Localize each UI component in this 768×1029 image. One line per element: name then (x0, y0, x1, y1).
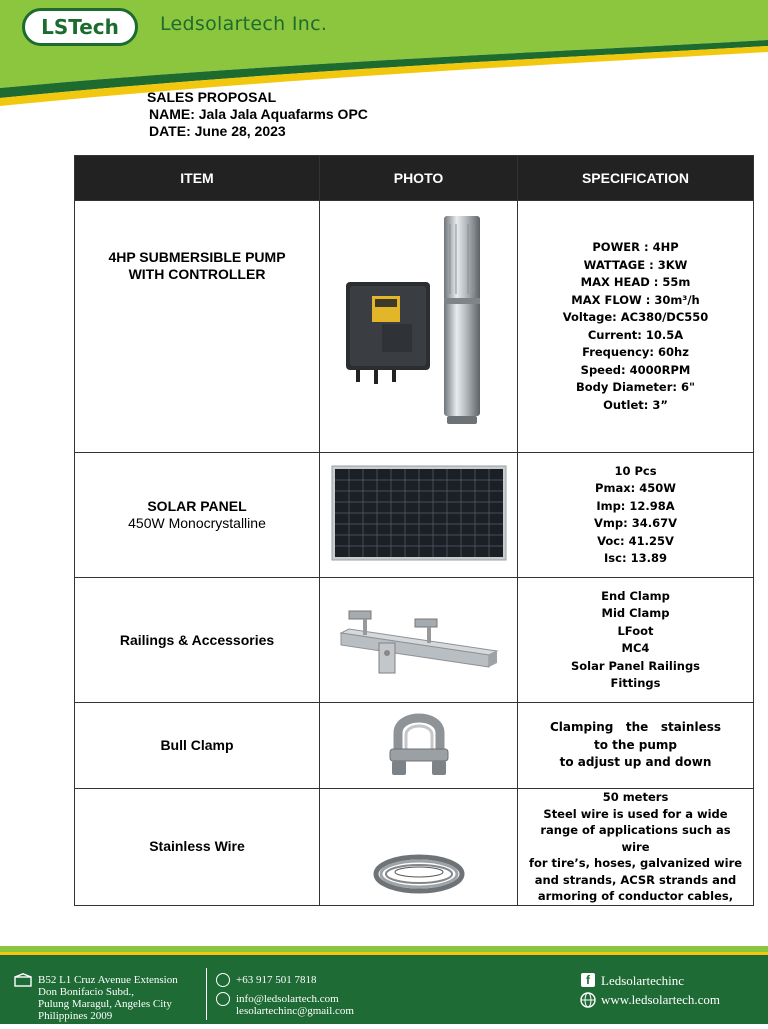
spec-line: 10 Pcs (614, 463, 657, 478)
photo-cell (320, 201, 518, 453)
spec-line: Fittings (610, 676, 661, 690)
spec-line: to adjust up and down (559, 755, 712, 770)
table-row (75, 789, 754, 906)
logo-text: LSTech (41, 15, 119, 39)
spec-line: MC4 (621, 641, 650, 655)
globe-icon (580, 992, 596, 1008)
spec-line: 50 meters (602, 790, 669, 804)
header-specification: SPECIFICATION (518, 156, 754, 201)
email-icon (216, 992, 230, 1006)
spec-cell (518, 578, 754, 703)
footer-address (38, 974, 178, 1022)
item-name-line2: WITH CONTROLLER (128, 266, 266, 282)
item-cell (75, 789, 320, 906)
spec-line: Pmax: 450W (595, 481, 676, 495)
footer-email[interactable]: info@ledsolartech.com (236, 993, 339, 1005)
footer-website[interactable]: www.ledsolartech.com (601, 992, 721, 1007)
railings-photo (339, 593, 499, 683)
spec-line: Body Diameter: 6" (576, 380, 695, 394)
footer-facebook[interactable]: Ledsolartechinc (601, 973, 685, 988)
photo-cell (320, 578, 518, 703)
company-name: Ledsolartech Inc. (160, 13, 328, 35)
facebook-icon: f (581, 973, 595, 987)
table-row (75, 201, 754, 453)
address-line: Pulung Maragul, Angeles City (38, 998, 172, 1010)
spec-line: Clamping the stainless (549, 720, 721, 735)
spec-line: armoring of conductor cables, (537, 889, 734, 903)
table-header-row (75, 156, 754, 201)
spec-line: MAX HEAD : 55m (580, 275, 691, 289)
footer-phone[interactable]: +63 917 501 7818 (236, 974, 317, 986)
item-name: Stainless Wire (149, 838, 245, 855)
spec-cell (518, 453, 754, 578)
spec-line: Vmp: 34.67V (594, 516, 677, 530)
spec-line: and strands, ACSR strands and (534, 872, 737, 887)
spec-line: range of applications such as (540, 823, 731, 837)
address-line: Don Bonifacio Subd., (38, 986, 134, 998)
spec-cell (518, 703, 754, 789)
photo-cell (320, 703, 518, 789)
spec-list (518, 239, 753, 414)
proposal-info (147, 89, 368, 140)
address-line: Philippines 2009 (38, 1010, 113, 1022)
item-cell (75, 703, 320, 789)
spec-line: LFoot (617, 623, 654, 638)
wire-coil-photo (373, 850, 465, 894)
spec-line: Voltage: AC380/DC550 (562, 310, 709, 324)
spec-cell (518, 789, 754, 906)
table-row (75, 453, 754, 578)
company-logo (22, 8, 138, 46)
bull-clamp-photo (384, 707, 454, 779)
spec-line: Frequency: 60hz (582, 345, 689, 359)
items-table (74, 155, 754, 906)
header-item: ITEM (75, 156, 320, 201)
proposal-name: NAME: Jala Jala Aquafarms OPC (149, 106, 368, 122)
proposal-title: SALES PROPOSAL (147, 89, 277, 105)
item-cell (75, 578, 320, 703)
item-subtitle: 450W Monocrystalline (128, 515, 266, 531)
spec-line: Voc: 41.25V (597, 533, 674, 548)
footer-divider (206, 968, 207, 1020)
photo-cell (320, 789, 518, 906)
header-banner (0, 0, 768, 110)
spec-line: for tire’s, hoses, galvanized wire (528, 856, 743, 870)
proposal-date: DATE: June 28, 2023 (149, 123, 286, 139)
item-name: Railings & Accessories (119, 631, 275, 648)
spec-list (518, 719, 753, 772)
item-name: Bull Clamp (160, 737, 234, 753)
spec-line: Speed: 4000RPM (580, 362, 691, 377)
spec-line: POWER : 4HP (592, 240, 679, 254)
spec-line: Imp: 12.98A (596, 498, 675, 513)
spec-line: WATTAGE : 3KW (583, 257, 688, 272)
spec-line: MAX FLOW : 30m³/h (571, 292, 700, 307)
spec-list (518, 789, 753, 905)
spec-cell (518, 201, 754, 453)
table-row (75, 578, 754, 703)
spec-line: to the pump (594, 737, 677, 752)
spec-list (518, 588, 753, 693)
item-cell (75, 453, 320, 578)
spec-line: Current: 10.5A (587, 327, 684, 342)
pump-controller-photo (344, 214, 494, 434)
spec-line: Outlet: 3” (603, 397, 668, 412)
phone-icon (216, 973, 230, 987)
address-line: B52 L1 Cruz Avenue Extension (38, 974, 178, 986)
spec-list (518, 463, 753, 568)
spec-line: Solar Panel Railings (570, 658, 701, 673)
building-icon (14, 973, 32, 987)
spec-line: End Clamp (601, 588, 670, 603)
spec-line: wire (621, 839, 650, 854)
solar-panel-photo (331, 465, 507, 561)
spec-line: Isc: 13.89 (604, 551, 667, 565)
item-name: SOLAR PANEL (147, 498, 247, 514)
spec-line: Mid Clamp (601, 606, 670, 620)
footer-email-alt[interactable]: lesolartechinc@gmail.com (236, 1005, 354, 1017)
header-photo: PHOTO (320, 156, 518, 201)
table-row (75, 703, 754, 789)
photo-cell (320, 453, 518, 578)
item-cell (75, 201, 320, 453)
spec-line: Steel wire is used for a wide (543, 806, 728, 821)
item-name: 4HP SUBMERSIBLE PUMP (108, 249, 286, 265)
